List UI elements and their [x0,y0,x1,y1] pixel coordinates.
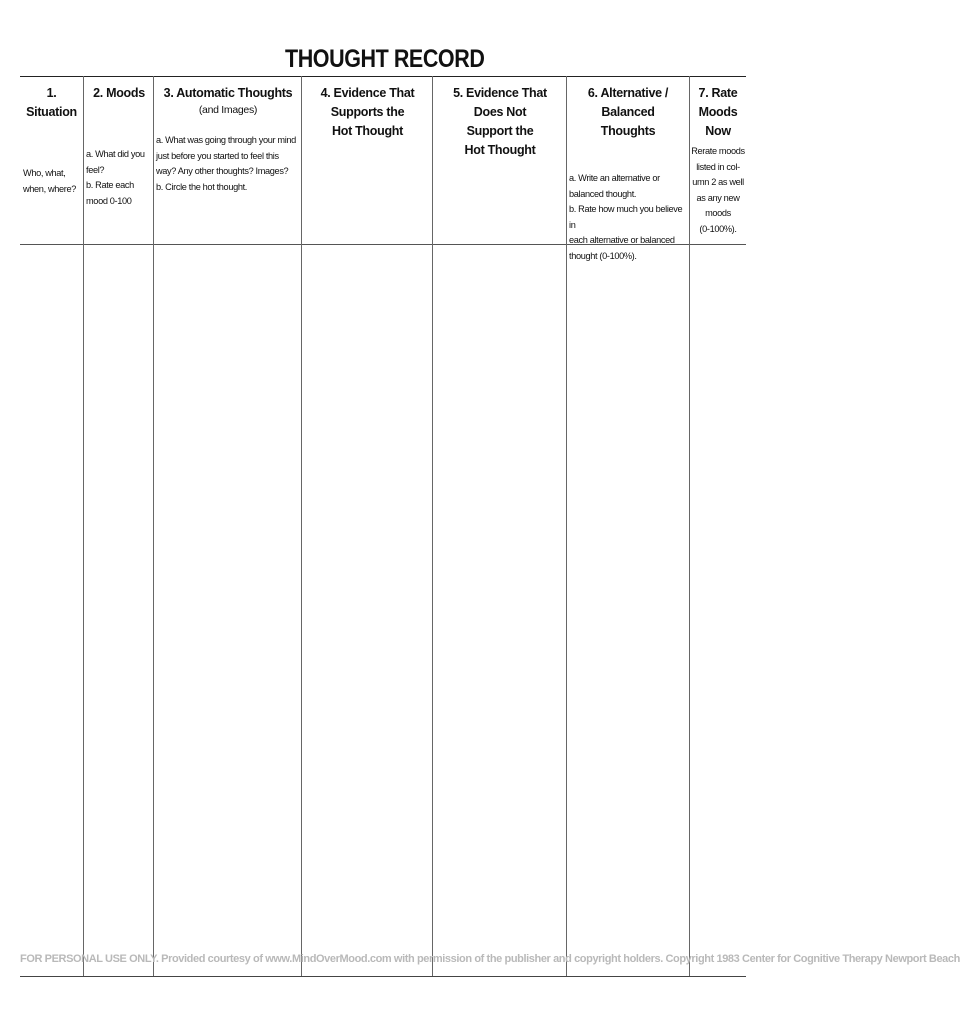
column-instructions: a. What was going through your mind just before you started to feel this way? Any other thoughts? Images? b. Circle the hot thought. [156,135,296,192]
column-instructions: a. What did you feel? b. Rate each mood 0-100 [86,149,145,206]
page-title: THOUGHT RECORD [285,45,485,73]
column-instructions: Rerate moods listed in col- umn 2 as well as any new moods (0-100%). [691,146,745,234]
column-heading: 6. Alternative / Balanced Thoughts [587,86,669,138]
column-instructions: Who, what, when, where? [23,168,77,194]
column-divider [153,76,154,976]
column-moods [85,84,153,242]
column-evidence-supports [303,84,432,242]
column-evidence-not-supports [434,84,566,242]
column-heading: 3. Automatic Thoughts [163,86,293,100]
column-heading: 2. Moods [93,86,145,100]
column-instructions: a. Write an alternative or balanced thought. b. Rate how much you believe in each alternative or balanced thought (0-100%). [569,173,683,261]
column-situation [20,84,83,242]
table-bottom-rule [20,976,746,977]
column-heading: 1. Situation [26,86,77,119]
column-rate-moods [690,84,746,242]
column-divider [301,76,302,976]
column-subheading: (and Images) [198,104,258,116]
column-divider [83,76,84,976]
column-automatic-thoughts [155,84,301,242]
column-heading: 5. Evidence That Does Not Support the Hot Thought [453,86,547,157]
column-alternative-thoughts [567,84,689,261]
table-top-rule [20,76,746,77]
column-heading: 7. Rate Moods Now [698,86,738,138]
copyright-footer: FOR PERSONAL USE ONLY. Provided courtesy of www.MindOverMood.com with permission of the publisher and copyright holders. Copyright 1983 Center for Cognitive Therapy Newport Beach [20,953,960,965]
column-divider [432,76,433,976]
column-heading: 4. Evidence That Supports the Hot Thought [320,86,415,138]
